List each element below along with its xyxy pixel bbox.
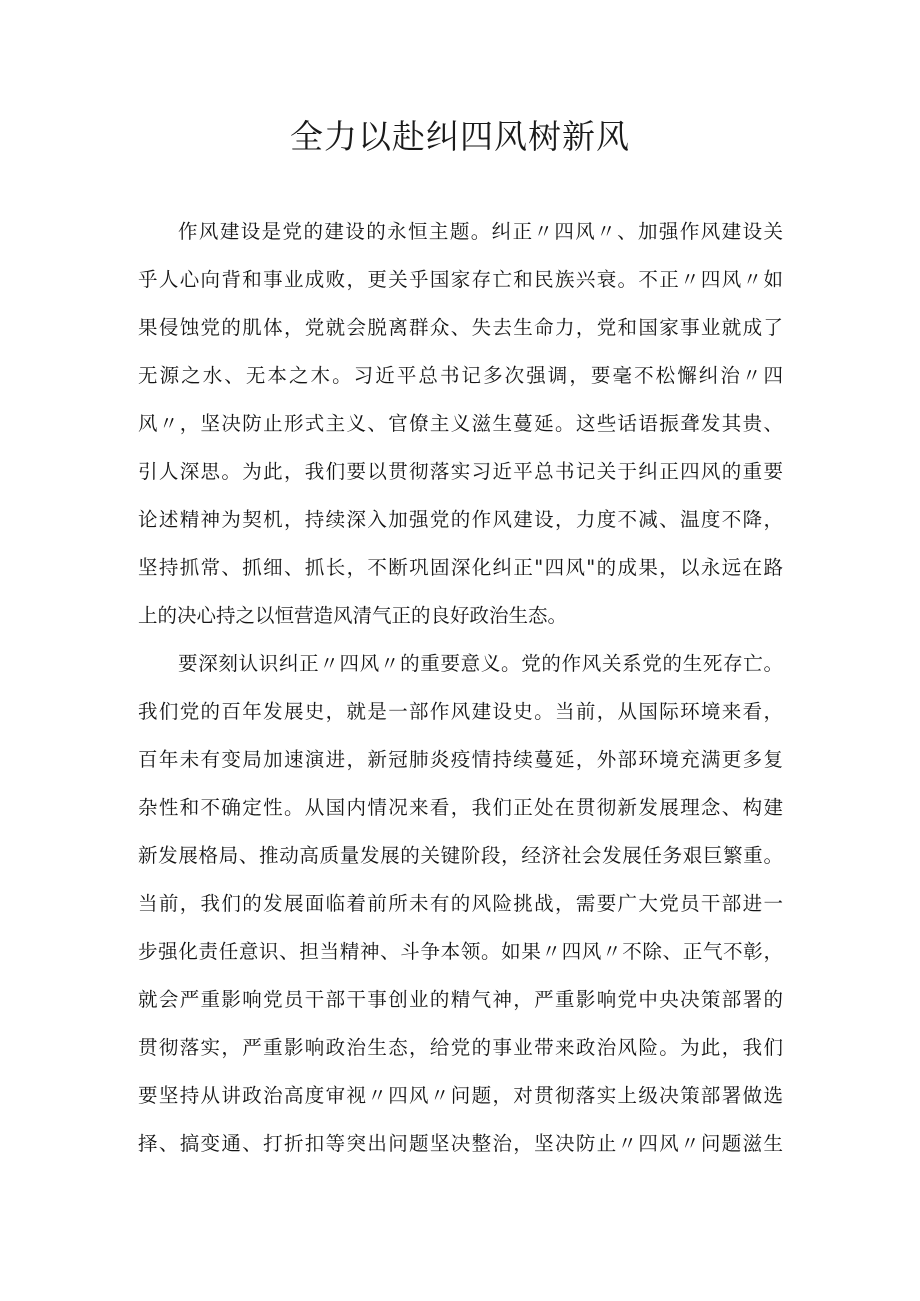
paragraph-2-line-6: 当前，我们的发展面临着前所未有的风险挑战，需要广大党员干部进一: [138, 892, 783, 915]
paragraph-1-line-7: 论述精神为契机，持续深入加强党的作风建设，力度不减、温度不降，: [138, 508, 783, 531]
paragraph-2-line-2: 我们党的百年发展史，就是一部作风建设史。当前，从国际环境来看，: [138, 700, 783, 723]
paragraph-2-line-9: 贯彻落实，严重影响政治生态，给党的事业带来政治风险。为此，我们: [138, 1036, 783, 1059]
paragraph-1-line-6: 引人深思。为此，我们要以贯彻落实习近平总书记关于纠正四风的重要: [138, 460, 783, 483]
paragraph-1-line-9: 上的决心持之以恒营造风清气正的良好政治生态。: [138, 604, 568, 627]
paragraph-2-line-3: 百年未有变局加速演进，新冠肺炎疫情持续蔓延，外部环境充满更多复: [138, 748, 783, 771]
paragraph-2-line-4: 杂性和不确定性。从国内情况来看，我们正处在贯彻新发展理念、构建: [138, 796, 783, 819]
paragraph-2-line-11: 择、搞变通、打折扣等突出问题坚决整治，坚决防止〃四风〃问题滋生: [138, 1132, 783, 1155]
paragraph-2-line-5: 新发展格局、推动高质量发展的关键阶段，经济社会发展任务艰巨繁重。: [138, 844, 783, 867]
paragraph-1-line-1: 作风建设是党的建设的永恒主题。纠正〃四风〃、加强作风建设关: [178, 220, 783, 243]
paragraph-1-line-5: 风〃，坚决防止形式主义、官僚主义滋生蔓延。这些话语振聋发其贵、: [138, 412, 783, 435]
document-title: 全力以赴纠四风树新风: [290, 117, 630, 156]
paragraph-1-line-4: 无源之水、无本之木。习近平总书记多次强调，要毫不松懈纠治〃四: [138, 364, 783, 387]
paragraph-1-line-2: 乎人心向背和事业成败，更关乎国家存亡和民族兴衰。不正〃四风〃如: [138, 268, 783, 291]
paragraph-2-line-10: 要坚持从讲政治高度审视〃四风〃问题，对贯彻落实上级决策部署做选: [138, 1084, 783, 1107]
paragraph-2-line-8: 就会严重影响党员干部干事创业的精气神，严重影响党中央决策部署的: [138, 988, 783, 1011]
paragraph-1-line-3: 果侵蚀党的肌体，党就会脱离群众、失去生命力，党和国家事业就成了: [138, 316, 783, 339]
paragraph-2-line-1: 要深刻认识纠正〃四风〃的重要意义。党的作风关系党的生死存亡。: [178, 652, 783, 675]
paragraph-1-line-8: 坚持抓常、抓细、抓长，不断巩固深化纠正"四风"的成果，以永远在路: [138, 556, 783, 579]
paragraph-2-line-7: 步强化责任意识、担当精神、斗争本领。如果〃四风〃不除、正气不彰，: [138, 940, 783, 963]
